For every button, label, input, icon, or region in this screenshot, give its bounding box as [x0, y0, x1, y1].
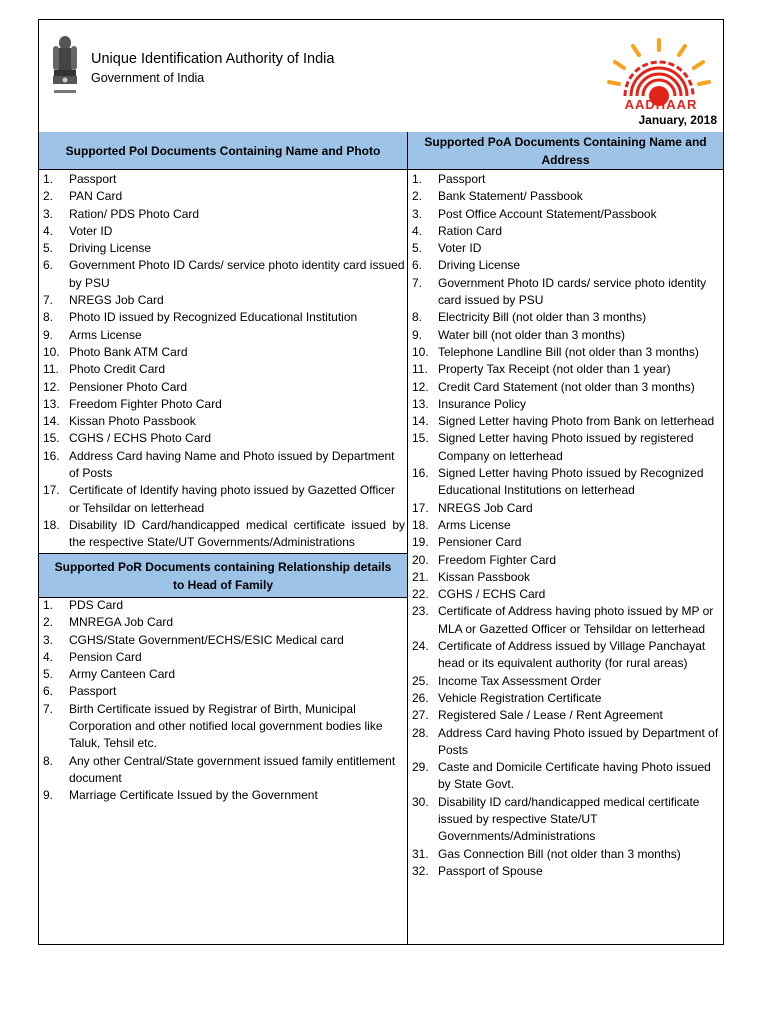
item-text: Passport [69, 172, 117, 186]
item-text: CGHS/State Government/ECHS/ESIC Medical card [69, 632, 344, 647]
item-number: 19. [412, 535, 429, 550]
item-number: 4. [412, 223, 423, 238]
item-number: 15. [43, 431, 60, 446]
item-text: Income Tax Assessment Order [438, 673, 602, 688]
poi-section-header: Supported PoI Documents Containing Name and Photo [39, 132, 407, 170]
item-text: Kissan Passbook [438, 569, 531, 584]
item-text: Address Card having Name and Photo issued by Department of Posts [69, 448, 395, 481]
item-text: Caste and Domicile Certificate having Photo issued by State Govt. [438, 760, 711, 792]
list-item [43, 614, 405, 631]
list-item [43, 223, 405, 240]
list-item [43, 597, 405, 614]
column-divider [407, 132, 408, 944]
list-item [43, 482, 405, 517]
item-number: 18. [43, 517, 60, 532]
item-text: Driving License [69, 241, 152, 256]
item-text: Vehicle Registration Certificate [438, 690, 602, 705]
item-text: Passport [69, 684, 117, 699]
item-text: Water bill (not older than 3 months) [438, 327, 625, 342]
item-text: Ration/ PDS Photo Card [69, 206, 200, 221]
por-section-header: Supported PoR Documents containing Relationship details to Head of Family [39, 553, 407, 598]
item-number: 30. [412, 794, 429, 809]
item-number: 23. [412, 604, 429, 619]
item-number: 5. [43, 241, 54, 256]
item-number: 9. [412, 327, 423, 342]
government-name: Government of India [91, 71, 205, 85]
item-text: Pension Card [69, 649, 142, 664]
national-emblem-icon [51, 34, 79, 100]
item-number: 1. [43, 172, 54, 186]
item-number: 1. [43, 598, 54, 612]
item-number: 6. [43, 258, 54, 273]
list-item [43, 683, 405, 700]
item-number: 13. [412, 396, 429, 411]
item-text: Passport of Spouse [438, 863, 543, 878]
item-text: Army Canteen Card [69, 667, 176, 682]
item-number: 2. [412, 189, 423, 204]
item-number: 7. [43, 701, 54, 716]
item-text: Registered Sale / Lease / Rent Agreement [438, 708, 663, 723]
item-text: Bank Statement/ Passbook [438, 189, 583, 204]
item-number: 25. [412, 673, 429, 688]
item-text: Signed Letter having Photo issued by Recognized Educational Institutions on letterhead [438, 466, 704, 498]
list-item [412, 223, 721, 240]
letterhead [39, 20, 723, 133]
list-item [412, 759, 721, 794]
item-number: 5. [43, 667, 54, 682]
list-item [412, 257, 721, 274]
item-number: 20. [412, 552, 429, 567]
item-number: 11. [43, 362, 59, 377]
item-text: Property Tax Receipt (not older than 1 year) [438, 362, 671, 377]
list-item [43, 753, 405, 788]
item-text: Credit Card Statement (not older than 3 months) [438, 379, 695, 394]
list-item [43, 327, 405, 344]
item-text: Voter ID [438, 241, 482, 256]
item-text: Photo Credit Card [69, 362, 166, 377]
item-text: Marriage Certificate Issued by the Government [69, 788, 318, 803]
list-item [412, 361, 721, 378]
item-text: Disability ID card/handicapped medical certificate issued by respective State/UT Governments/Administrations [438, 794, 700, 844]
item-number: 24. [412, 639, 429, 654]
item-number: 17. [412, 500, 429, 515]
list-item [43, 396, 405, 413]
item-number: 14. [43, 414, 60, 429]
item-text: Telephone Landline Bill (not older than 3 months) [438, 344, 699, 359]
item-number: 6. [412, 258, 423, 273]
item-text: Certificate of Address having photo issued by MP or MLA or Gazetted Officer or Tehsildar on letterhead [438, 604, 714, 636]
item-number: 21. [412, 569, 429, 584]
item-number: 26. [412, 690, 429, 705]
item-text: Certificate of Identify having photo issued by Gazetted Officer or Tehsildar on letterhead [69, 483, 395, 515]
poa-section-header: Supported PoA Documents Containing Name and Address [408, 132, 723, 170]
item-text: Disability ID Card/handicapped medical certificate issued by the respective State/UT Governments/Administrations [69, 517, 405, 550]
item-text: Electricity Bill (not older than 3 months) [438, 310, 647, 325]
list-item [412, 638, 721, 673]
item-number: 12. [412, 379, 429, 394]
list-item [412, 569, 721, 586]
item-text: Photo Bank ATM Card [69, 344, 188, 359]
list-item [412, 586, 721, 603]
list-item [43, 188, 405, 205]
item-text: Arms License [438, 517, 511, 532]
item-number: 4. [43, 223, 54, 238]
list-item [412, 863, 721, 880]
item-text: Government Photo ID Cards/ service photo identity card issued by PSU [69, 258, 405, 290]
list-item [43, 430, 405, 447]
list-item [412, 206, 721, 223]
list-item [43, 257, 405, 292]
list-item [43, 379, 405, 396]
item-number: 27. [412, 708, 429, 723]
list-item [43, 240, 405, 257]
list-item [412, 344, 721, 361]
item-number: 13. [43, 396, 60, 411]
list-item [412, 846, 721, 863]
item-text: MNREGA Job Card [69, 615, 174, 630]
item-text: CGHS / ECHS Photo Card [69, 431, 212, 446]
item-number: 18. [412, 517, 429, 532]
list-item [412, 327, 721, 344]
item-text: Signed Letter having Photo from Bank on letterhead [438, 414, 715, 429]
list-item [43, 517, 405, 552]
item-number: 10. [412, 344, 429, 359]
list-item [43, 649, 405, 666]
item-text: Voter ID [69, 223, 113, 238]
list-item [412, 430, 721, 465]
item-number: 7. [412, 275, 423, 290]
list-item [412, 413, 721, 430]
item-number: 8. [412, 310, 423, 325]
item-number: 5. [412, 241, 423, 256]
item-text: Pensioner Card [438, 535, 522, 550]
item-number: 17. [43, 483, 60, 498]
item-number: 2. [43, 615, 54, 630]
list-item [43, 171, 405, 188]
item-text: Any other Central/State government issued family entitlement document [69, 753, 396, 785]
item-text: Insurance Policy [438, 396, 527, 411]
poi-document-list [43, 171, 405, 552]
item-number: 3. [43, 206, 54, 221]
item-number: 1. [412, 172, 423, 186]
item-text: Arms License [69, 327, 142, 342]
list-item [412, 309, 721, 326]
item-text: NREGS Job Card [69, 293, 164, 308]
document-page [38, 19, 724, 945]
item-number: 14. [412, 414, 429, 429]
list-item [43, 413, 405, 430]
item-number: 3. [43, 632, 54, 647]
list-item [43, 361, 405, 378]
document-date: January, 2018 [638, 113, 717, 127]
list-item [412, 465, 721, 500]
item-number: 4. [43, 649, 54, 664]
item-number: 2. [43, 189, 54, 204]
list-item [43, 206, 405, 223]
item-number: 15. [412, 431, 429, 446]
list-item [412, 794, 721, 846]
poa-document-list [412, 171, 721, 880]
list-item [412, 673, 721, 690]
list-item [412, 188, 721, 205]
item-text: Freedom Fighter Card [438, 552, 557, 567]
item-text: NREGS Job Card [438, 500, 533, 515]
item-number: 3. [412, 206, 423, 221]
list-item [412, 379, 721, 396]
item-text: PDS Card [69, 598, 124, 612]
list-item [412, 552, 721, 569]
item-number: 6. [43, 684, 54, 699]
item-text: Post Office Account Statement/Passbook [438, 206, 657, 221]
list-item [412, 240, 721, 257]
list-item [43, 701, 405, 753]
list-item [43, 632, 405, 649]
list-item [412, 500, 721, 517]
list-item [43, 344, 405, 361]
list-item [412, 603, 721, 638]
item-text: PAN Card [69, 189, 123, 204]
item-number: 16. [412, 466, 429, 481]
item-text: Passport [438, 172, 486, 186]
item-number: 31. [412, 846, 429, 861]
item-text: Government Photo ID cards/ service photo identity card issued by PSU [438, 275, 707, 308]
list-item [43, 292, 405, 309]
por-document-list [43, 597, 405, 805]
item-number: 12. [43, 379, 60, 394]
item-number: 8. [43, 310, 54, 325]
list-item [412, 725, 721, 760]
item-number: 11. [412, 362, 428, 377]
list-item [43, 787, 405, 804]
list-item [412, 275, 721, 310]
list-item [43, 666, 405, 683]
list-item [412, 690, 721, 707]
item-number: 28. [412, 725, 429, 740]
item-number: 29. [412, 760, 429, 775]
item-number: 8. [43, 753, 54, 768]
item-number: 32. [412, 863, 429, 878]
item-text: Address Card having Photo issued by Department of Posts [438, 725, 719, 757]
item-text: Signed Letter having Photo issued by registered Company on letterhead [438, 431, 694, 463]
item-number: 7. [43, 293, 54, 308]
item-text: Kissan Photo Passbook [69, 414, 196, 429]
item-text: Gas Connection Bill (not older than 3 months) [438, 846, 681, 861]
item-number: 16. [43, 448, 60, 463]
item-text: Driving License [438, 258, 521, 273]
item-text: Ration Card [438, 223, 503, 238]
list-item [412, 396, 721, 413]
item-text: Freedom Fighter Photo Card [69, 396, 222, 411]
list-item [412, 707, 721, 724]
aadhaar-logo-text: AADHAAR [624, 97, 698, 112]
list-item [43, 309, 405, 326]
item-text: CGHS / ECHS Card [438, 587, 546, 602]
list-item [412, 517, 721, 534]
organization-name: Unique Identification Authority of India [91, 51, 335, 67]
item-text: Birth Certificate issued by Registrar of Birth, Municipal Corporation and other notified local government bodies like Taluk, Tehsil etc. [69, 701, 383, 751]
item-text: Photo ID issued by Recognized Educational Institution [69, 310, 358, 325]
item-number: 22. [412, 587, 429, 602]
item-text: Pensioner Photo Card [69, 379, 188, 394]
item-number: 9. [43, 327, 54, 342]
list-item [412, 534, 721, 551]
item-number: 9. [43, 788, 54, 803]
list-item [43, 448, 405, 483]
item-number: 10. [43, 344, 60, 359]
list-item [412, 171, 721, 188]
item-text: Certificate of Address issued by Village Panchayat head or its equivalent authority (for rural areas) [438, 639, 706, 671]
